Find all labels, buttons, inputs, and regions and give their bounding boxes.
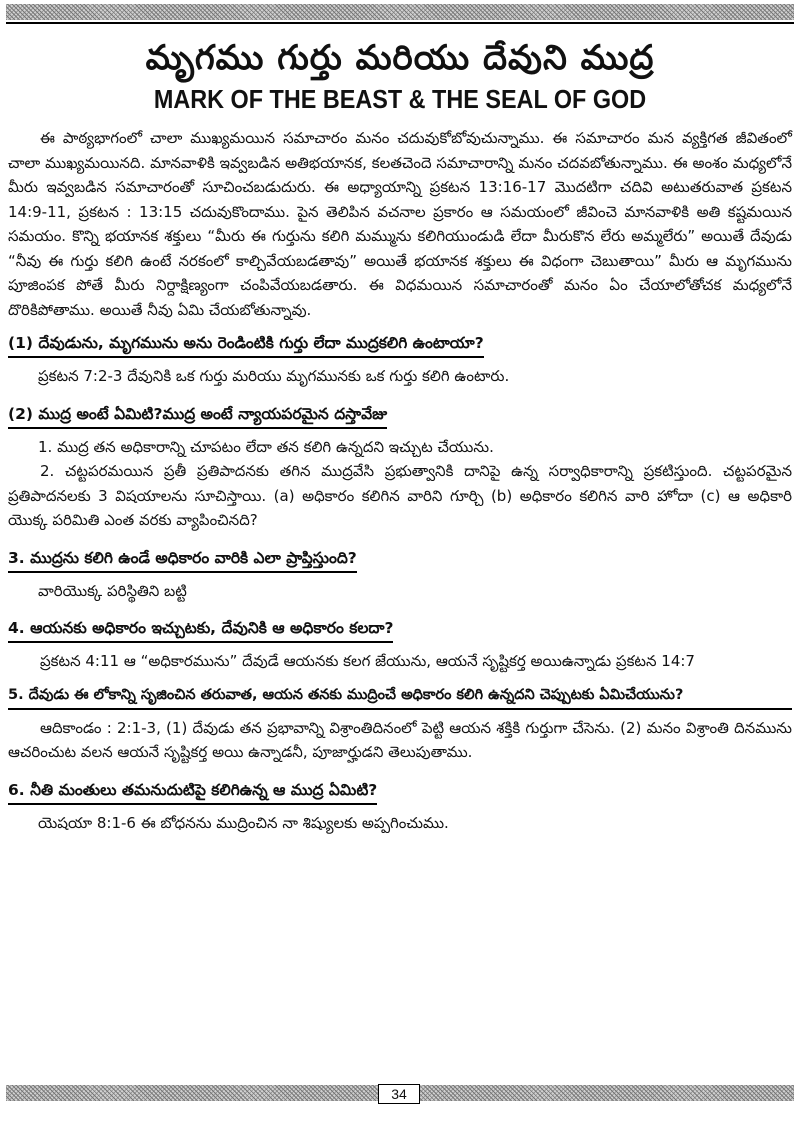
answer-text: 1. ముద్ర తన అధికారాన్ని చూపటం లేదా తన కలిగి ఉన్నదని ఇచ్చుట చేయును. [38, 437, 494, 456]
page-title-telugu: మృగము గుర్తు మరియు దేవుని ముద్ర [145, 38, 655, 78]
intro-paragraph: ఈ పాఠ్యభాగంలో చాలా ముఖ్యమయిన సమాచారం మనం చదువుకోబోవుచున్నాము. ఈ సమాచారం మన వ్యక్తిగత జీవితంలో చాలా ముఖ్యమయినది. మానవాళికి ఇవ్వబడిన అతిభయానక, కలతచెందె సమాచారాన్ని మనం చదవబోతున్నాము. ఈ అంశం మధ్యలోనే మీరు ఇవ్వబడిన సమాచారంతో సూచించబడుదురు. ఈ అధ్యాయాన్ని ప్రకటన 13:16-17 మొదటిగా చదివి అటుతరువాత ప్రకటన 14:9-11, ప్రకటన : 13:15 చదువుకొందాము. పైన తెలిపిన వచనాల ప్రకారం ఆ సమయంలో జీవించె మానవాళికి అతి కష్టమయిన సమయం. కొన్ని భయానక శక్తులు “మీరు ఈ గుర్తును కలిగి మమ్మును కలిగియుండుడి లేదా మీరుకొన లేరు అమ్మలేరు” అయితే దేవుడు “నీవు ఈ గుర్తు కలిగి ఉంటే నరకంలో కాల్చివేయబడతావు” అయితే భయానక శక్తులు ఈ విధంగా చెబుతాయి” మీరు ఆ మృగమును పూజింపక పోతే మీరు నిర్దాక్షిణ్యంగా చంపివేయబడతారు. ఈ విధమయిన సమాచారంతో మనం ఏం చేయాలోతోచక మధ్యలోనే దొరికిపోతాము. అయితే నీవు ఏమి చేయబోతున్నావు. [8, 129, 792, 319]
section-4 [8, 607, 792, 674]
answer-block [8, 579, 792, 604]
answer-block [8, 364, 792, 389]
section-2 [8, 393, 792, 533]
question-heading: (1) దేవుడును, మృగమును అను రెండింటికి గుర్తు లేదా ముద్రకలిగి ఉంటాయా? [8, 331, 484, 358]
answer-block [8, 716, 792, 765]
top-rule [6, 22, 794, 24]
answer-text: ప్రకటన 7:2-3 దేవునికి ఒక గుర్తు మరియు మృగమునకు ఒక గుర్తు కలిగి ఉంటారు. [38, 367, 510, 385]
question-heading: 6. నీతి మంతులు తమనుదుటిపై కలిగిఉన్న ఆ ముద్ర ఏమిటి? [8, 778, 377, 805]
question-heading: (2) ముద్ర అంటే ఏమిటి?ముద్ర అంటే న్యాయపరమైన దస్తావేజు [8, 402, 387, 429]
top-border-band [6, 4, 794, 20]
question-heading: 5. దేవుడు ఈ లోకాన్ని సృజించిన తరువాత, ఆయన తనకు ముద్రించే అధికారం కలిగి ఉన్నదని చెప్పుటకు ఏమిచేయును? [8, 683, 792, 710]
answer-text: యెషయా 8:1-6 ఈ బోధనను ముద్రించిన నా శిష్యులకు అప్పగించుము. [38, 813, 449, 832]
question-heading: 3. ముద్రను కలిగి ఉండే అధికారం వారికి ఎలా ప్రాప్తిస్తుంది? [8, 546, 357, 573]
page-number: 34 [378, 1084, 420, 1104]
answer-text: 2. చట్టపరమయిన ప్రతీ ప్రతిపాదనకు తగిన ముద్రవేసి ప్రభుత్వానికి దానిపై ఉన్న సర్వాధికారాన్ని ప్రకటిస్తుంది. చట్టపరమైన ప్రతిపాదనలకు 3 విషయాలను సూచిస్తాయి. (a) అధికారం కలిగిన వారిని గూర్చి (b) అధికారం కలిగిన వారి హోదా (c) ఆ అధికారి యొక్క పరిమితి ఎంత వరకు వ్యాపించినది? [8, 462, 792, 529]
page-title-english: MARK OF THE BEAST & THE SEAL OF GOD [153, 84, 647, 114]
section-1 [8, 322, 792, 389]
answer-block [8, 435, 792, 533]
section-5 [8, 683, 792, 765]
section-6 [8, 769, 792, 836]
section-3 [8, 537, 792, 604]
answer-text: ఆదికాండం : 2:1-3, (1) దేవుడు తన ప్రభావాన్ని విశ్రాంతిదినంలో పెట్టి ఆయన శక్తికి గుర్తుగా చేసెను. (2) మనం విశ్రాంతి దినమును ఆచరించుట వలన ఆయనే సృష్టికర్త అయి ఉన్నాడనీ, పూజార్హుడని తెలుపుతాము. [8, 718, 792, 761]
page-content [8, 36, 792, 839]
answer-text: ప్రకటన 4:11 ఆ “అధికారమును” దేవుడే ఆయనకు కలగ జేయును, ఆయనే సృష్టికర్త అయిఉన్నాడు ప్రకటన 14:7 [40, 652, 695, 670]
answer-text: వారియొక్క పరిస్థితిని బట్టి [38, 581, 187, 600]
question-heading: 4. ఆయనకు అధికారం ఇచ్చుటకు, దేవునికి ఆ అధికారం కలదా? [8, 616, 393, 643]
answer-block [8, 811, 792, 836]
answer-block [8, 649, 792, 674]
